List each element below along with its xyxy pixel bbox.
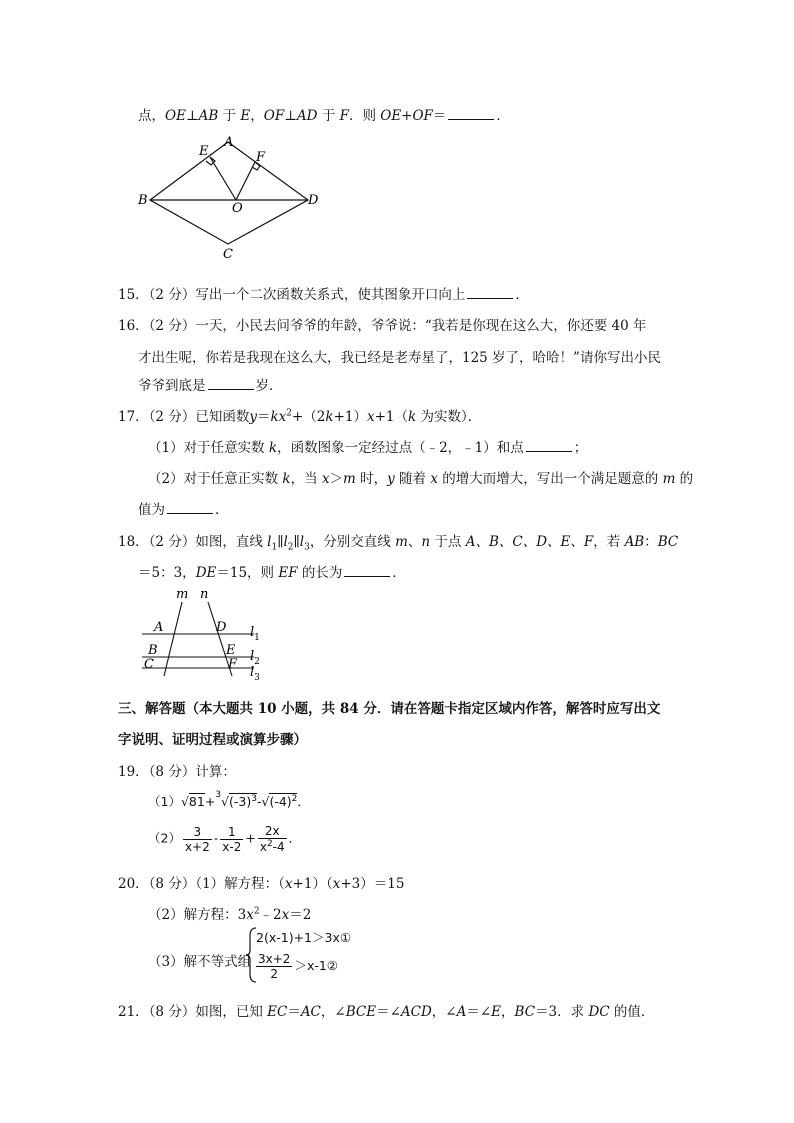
label-m: m [176, 587, 189, 602]
label-f: F [228, 657, 238, 672]
q16-line3 [138, 374, 283, 394]
q18-answer-blank[interactable] [344, 564, 390, 577]
q14-e: E [240, 108, 251, 124]
q18-bc: BC [657, 534, 679, 550]
q19-end1: ． [297, 794, 310, 809]
q16-text1: 一天，小民去问爷爷的年龄，爷爷说：“我若是你现在这么大，你还要 40 年 [195, 318, 647, 334]
q17-k2: k [408, 409, 417, 425]
q18-par2: ∥ [293, 534, 300, 550]
label-l1: $l_1$ [250, 625, 260, 643]
q19-part1 [148, 789, 310, 810]
q17-p2-b: ，当 [290, 471, 322, 487]
q15-text: 写出一个二次函数关系式，使其图象开口向上 [195, 287, 466, 303]
q17-p2-line2: 值为 [138, 502, 165, 518]
section3-text1: 三、解答题（本大题共 10 小题，共 84 分．请在答题卡指定区域内作答，解答时应写出文 [118, 701, 661, 717]
q21-f: 的值． [609, 1004, 655, 1020]
q17-p1-a: （1）对于任意实数 [148, 440, 269, 456]
q19-minus: - [256, 794, 262, 809]
q21-angle-a: A [456, 1004, 467, 1020]
section3-text2: 字说明、证明过程或演算步骤） [118, 732, 307, 748]
q19-cube-in: (-3) [229, 794, 252, 809]
q19-cube-exp: 3 [251, 793, 257, 804]
section3-heading-line2 [118, 728, 307, 748]
q20-p1-c: +3）＝15 [340, 876, 405, 892]
q20-p2-exp: 2 [253, 906, 260, 917]
q18-a: 如图，直线 [195, 534, 268, 550]
q17-stem-b: +（2 [292, 409, 326, 425]
label-c: C [223, 247, 233, 262]
q18-parallel-lines-figure [136, 586, 276, 682]
q21-score: （8 分） [148, 1004, 196, 1020]
q21-a: 如图，已知 [195, 1004, 268, 1020]
q17-p2-x: x [321, 471, 330, 487]
q19-p2-label: （2） [148, 830, 181, 846]
label-e: E [199, 144, 209, 159]
q19-number: 19． [118, 764, 149, 780]
q18-line1 [118, 530, 678, 553]
q17-p2-end: ． [215, 502, 229, 518]
q18-line2b: ＝15，则 [216, 565, 279, 581]
q20-part2 [148, 903, 311, 923]
q20-ineq2-right: ＞x-1② [294, 958, 339, 973]
q17-score: （2 分） [148, 409, 196, 425]
label-a: A [224, 135, 234, 150]
q19-plus: + [204, 794, 216, 809]
q21-angle-e: E [491, 1004, 502, 1020]
q21-bc: BC [514, 1004, 536, 1020]
q21-number: 21． [118, 1004, 149, 1020]
q14-eq: ＝ [432, 108, 447, 124]
q17-p2-a: （2）对于任意正实数 [148, 471, 283, 487]
q18-ef: EF [278, 565, 298, 581]
q18-n: n [421, 534, 431, 550]
q17-x: x [367, 409, 375, 425]
label-l2: $l_2$ [250, 649, 260, 667]
q17-p2-y: y [387, 471, 395, 487]
q19-frac1: $\frac{3}{x+2}$ [184, 824, 210, 854]
q17-p2-g: 的 [675, 471, 694, 487]
label-d: D [308, 193, 319, 208]
q19-sq-exp: 2 [291, 793, 298, 804]
q18-b: ，分别交直线 [309, 534, 396, 550]
q21-eq3: ＝∠ [466, 1004, 492, 1020]
q19-r81: 81 [188, 794, 205, 809]
q17-stem-c: +1） [333, 409, 367, 425]
q17-number: 17． [118, 409, 149, 425]
q19-frac2: $\frac{1}{x-2}$ [222, 824, 242, 854]
q19-plus2: + [245, 830, 256, 846]
q20-number: 20． [118, 876, 149, 892]
q17-p2-gt: ＞ [329, 471, 343, 487]
q19-minus2: - [213, 830, 219, 846]
q20-ineq2 [254, 952, 338, 981]
q17-p2-f: 的增大而增大，写出一个满足题意的 [437, 471, 663, 487]
q15-end: ． [515, 287, 529, 303]
q14-end: ． [496, 108, 510, 124]
q17-p2-e: 随着 [394, 471, 431, 487]
q20-ineq2-frac: $\frac{3x+2}{2}$ [258, 952, 291, 981]
q18-l3: l [299, 534, 305, 550]
q18-number: 18． [118, 534, 149, 550]
q17-sq: 2 [286, 408, 292, 419]
q14-ad: AD [296, 108, 318, 124]
q19-part2 [148, 824, 301, 854]
q18-score: （2 分） [148, 534, 196, 550]
q18-s3: 3 [304, 542, 310, 553]
q18-de: DE [195, 565, 217, 581]
q14-oe: OE [165, 108, 186, 124]
q14-rhombus-figure [130, 132, 330, 262]
q14-perp: ⊥ [185, 108, 199, 124]
q14-yu: 于 [218, 108, 241, 124]
q16-text2: 才出生呢，你若是我现在这么大，我已经是老寿星了，125 岁了，哈哈！”请你写出小民 [138, 350, 661, 366]
q15-line [118, 283, 529, 303]
q17-p1-b: ，函数图象一定经过点（﹣2，﹣1）和点 [277, 440, 524, 456]
q15-score: （2 分） [148, 287, 196, 303]
q18-c: 、 [407, 534, 422, 550]
q18-colon: ： [644, 534, 658, 550]
q20-p2-b: ﹣2 [259, 907, 282, 923]
label-o: O [232, 201, 243, 216]
label-b: B [138, 193, 148, 208]
q18-ab: AB [624, 534, 645, 550]
q18-s2: 2 [287, 542, 294, 553]
q20-p2-x: x [246, 907, 254, 923]
segment-oe [210, 157, 236, 200]
q19-text: 计算： [195, 764, 236, 780]
q18-line2 [138, 561, 406, 581]
label-b: B [148, 643, 158, 658]
q17-stem [118, 405, 481, 425]
q18-m: m [395, 534, 408, 550]
q20-ineq1-text: 2(x-1)+1＞3x① [256, 930, 352, 945]
label-l3: $l_3$ [250, 665, 260, 682]
q14-comma: ， [250, 108, 264, 124]
q14-ze: ．则 [348, 108, 381, 124]
q17-eq: ＝ [256, 409, 271, 425]
q17-stem-d: +1（ [374, 409, 409, 425]
q19-score: （8 分） [148, 764, 196, 780]
q21-ac: AC [300, 1004, 321, 1020]
q21-ec: EC [267, 1004, 288, 1020]
q17-p2-k: k [282, 471, 291, 487]
q19-sq-in: (-4) [269, 794, 292, 809]
q17-p2-answer-blank[interactable] [167, 501, 213, 514]
q17-p1-answer-blank[interactable] [526, 439, 572, 452]
q18-par1: ∥ [277, 534, 284, 550]
q16-number: 16． [118, 318, 149, 334]
q18-line2c: 的长为 [297, 565, 343, 581]
q14-line [138, 104, 510, 124]
q18-e: ，若 [593, 534, 625, 550]
q17-y: y [249, 409, 257, 425]
q16-text3b: 岁． [255, 378, 283, 394]
label-a: A [154, 620, 164, 635]
q14-f: F [339, 108, 349, 124]
label-c: C [144, 657, 154, 672]
label-e: E [226, 643, 236, 658]
q20-part1 [118, 872, 404, 892]
q20-part3-label [148, 950, 251, 970]
q21-e: ＝3．求 [535, 1004, 589, 1020]
label-f: F [256, 150, 266, 165]
q18-d: 于点 [430, 534, 466, 550]
sqrt-icon-2: √ [261, 794, 270, 809]
q14-of: OF [263, 108, 285, 124]
q20-p2-x2: x [281, 907, 290, 923]
q16-text3a: 爷爷到底是 [138, 378, 206, 394]
section3-heading-line1 [118, 697, 660, 717]
q21-acd: ACD [400, 1004, 432, 1020]
q18-s1: 1 [271, 542, 278, 553]
sqrt-icon: √ [180, 794, 189, 809]
q18-points: A、B、C、D、E、F [465, 534, 594, 550]
q17-k: k [325, 409, 334, 425]
q21-c: ，∠ [431, 1004, 457, 1020]
q17-kx: kx [270, 409, 287, 425]
q17-stem-e: 为实数）． [416, 409, 482, 425]
q17-part2 [148, 467, 693, 487]
q17-p2-d: 时， [355, 471, 388, 487]
q19-end2: ． [288, 830, 302, 846]
q20-p1-b: +1）（ [292, 876, 333, 892]
q21-eq1: ＝ [287, 1004, 301, 1020]
q14-text: 点， [138, 108, 165, 124]
q17-p1-c: ； [573, 440, 588, 456]
q16-score: （2 分） [148, 318, 196, 334]
q17-part1 [148, 436, 587, 456]
line-m [164, 602, 182, 676]
q17-p2-m2: m [662, 471, 676, 487]
q18-end: ． [392, 565, 406, 581]
q21-dc: DC [588, 1004, 610, 1020]
q21-eq2: ＝∠ [376, 1004, 401, 1020]
q20-p2-a: （2）解方程：3 [148, 907, 247, 923]
q15-number: 15． [118, 287, 149, 303]
cbrt-icon: √ [221, 794, 230, 809]
q17-p2-x2: x [430, 471, 438, 487]
q14-yu2: 于 [317, 108, 340, 124]
q15-answer-blank[interactable] [467, 286, 513, 299]
q19-frac3: $\frac{2x}{x^2-4}$ [259, 824, 285, 854]
q16-answer-blank[interactable] [208, 377, 254, 390]
q19-cube-index: 3 [215, 789, 222, 800]
q17-part2-line2 [138, 498, 229, 518]
q21-d: ， [501, 1004, 515, 1020]
q20-x2: x [332, 876, 341, 892]
q17-p2-m: m [343, 471, 356, 487]
rhombus-outline [150, 142, 308, 244]
q18-l2: l [283, 534, 288, 550]
q14-answer-blank[interactable] [448, 107, 494, 120]
q16-line1 [118, 314, 647, 334]
q14-perp2: ⊥ [284, 108, 297, 124]
q18-line2a: ＝5：3， [138, 565, 196, 581]
q21-line [118, 1000, 654, 1020]
q20-score: （8 分） [148, 876, 196, 892]
q20-p2-c: ＝2 [289, 907, 312, 923]
q20-x1: x [284, 876, 293, 892]
label-n: n [200, 587, 209, 602]
q14-sum: OE+OF [380, 108, 433, 124]
label-d: D [216, 620, 227, 635]
q20-ineq1 [256, 928, 351, 946]
q19-stem [118, 760, 236, 780]
q21-b: ，∠ [320, 1004, 346, 1020]
q17-stem-a: 已知函数 [195, 409, 250, 425]
q17-p1-k: k [268, 440, 278, 456]
q20-p3-label: （3）解不等式组 [148, 954, 252, 970]
q14-ab: AB [198, 108, 219, 124]
q21-bce: BCE [345, 1004, 377, 1020]
q20-p1-a: （1）解方程：（ [195, 876, 285, 892]
q18-l1: l [267, 534, 272, 550]
q19-p1-label: （1） [148, 794, 181, 809]
q16-line2 [138, 346, 661, 366]
